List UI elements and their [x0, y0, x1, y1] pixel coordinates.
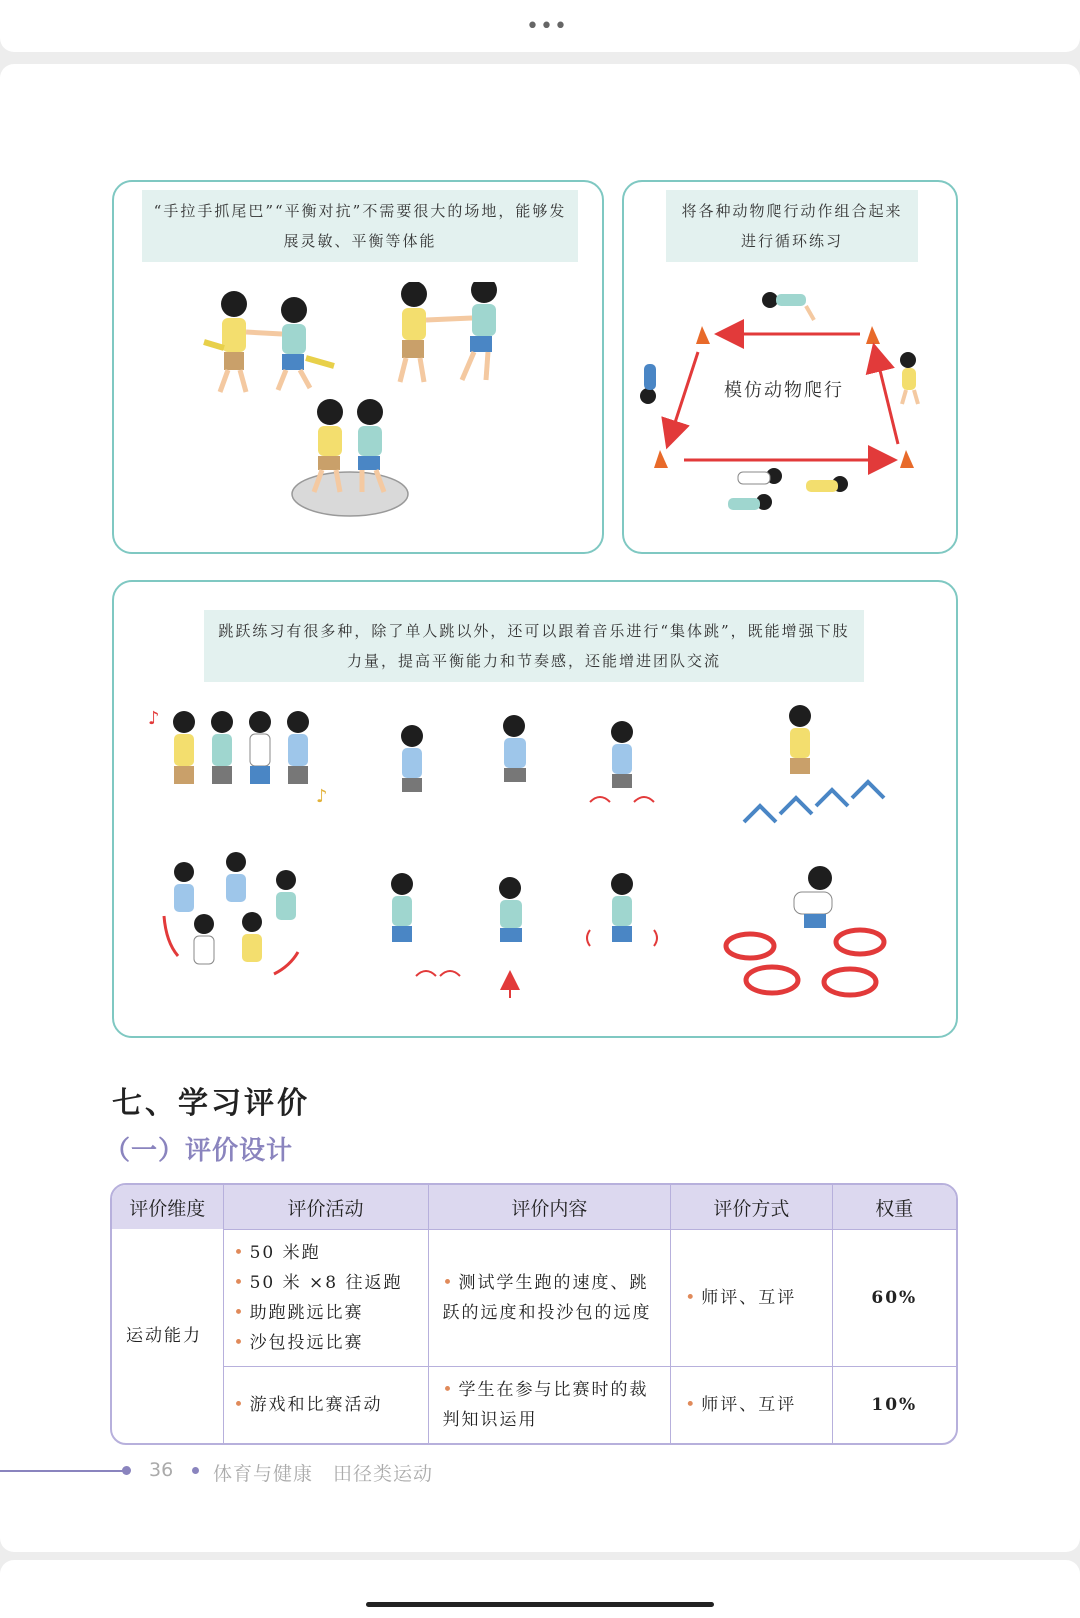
evaluation-table [110, 1183, 958, 1445]
footer-dot [192, 1467, 199, 1474]
cell-activities [224, 1366, 429, 1443]
header-method: 评价方式 [671, 1185, 832, 1229]
crawling-kid [762, 292, 814, 320]
caption-animal-crawl: 将各种动物爬行动作组合起来进行循环练习 [666, 190, 918, 262]
book-title: 体育与健康 田径类运动 [213, 1463, 434, 1485]
illustration-panel-animal-crawl [622, 180, 958, 554]
kids-group-line-jump [148, 708, 328, 807]
cone-marker [654, 450, 668, 468]
cell-dimension: 运动能力 [112, 1229, 224, 1443]
caption-jumping: 跳跃练习有很多种，除了单人跳以外，还可以跟着音乐进行“集体跳”，既能增强下肢力量，提高平衡能力和节奏感，还能增进团队交流 [204, 610, 864, 682]
list-item: • 50 米 ×8 往返跑 [233, 1273, 403, 1293]
kid-pair-push-mat [292, 399, 408, 516]
kids-circle-group [164, 852, 298, 974]
illustration-panel-jumping [112, 580, 958, 1038]
kid-squat-jump-sequence [401, 715, 654, 802]
header-activity: 评价活动 [224, 1185, 429, 1229]
illustration-panel-balance-games [112, 180, 604, 554]
page-number: 36 [149, 1459, 174, 1481]
cone-marker [866, 326, 880, 344]
cell-content: • 测试学生跑的速度、跳跃的远度和投沙包的远度 [429, 1229, 672, 1366]
caption-balance-games: “手拉手抓尾巴”“平衡对抗”不需要很大的场地，能够发展灵敏、平衡等体能 [142, 190, 578, 262]
kid-ring-hop [726, 866, 884, 995]
header-content: 评价内容 [429, 1185, 672, 1229]
crawling-kid [738, 468, 782, 484]
kid-broad-jump-sequence [391, 873, 657, 998]
crawling-kid [728, 494, 772, 510]
more-options-icon[interactable]: ••• [526, 14, 568, 39]
list-item: • 沙包投远比赛 [233, 1333, 364, 1353]
footer-rule [0, 1470, 126, 1472]
table-row [112, 1366, 956, 1443]
footer-dot [122, 1466, 131, 1475]
section-title: 七、学习评价 [112, 1086, 310, 1121]
home-indicator[interactable] [366, 1602, 714, 1607]
cell-content: • 学生在参与比赛时的裁判知识运用 [429, 1366, 672, 1443]
svg-text:♪: ♪ [316, 786, 328, 807]
cell-weight: 10% [833, 1366, 956, 1443]
list-item: • 50 米跑 [233, 1243, 321, 1263]
header-dimension: 评价维度 [112, 1185, 224, 1229]
list-item: • 助跑跳远比赛 [233, 1303, 364, 1323]
cone-marker [696, 326, 710, 344]
illustration-jumping-exercises [144, 702, 934, 1032]
section-subtitle: （一）评价设计 [104, 1136, 294, 1166]
kid-pair-balance-pull [400, 282, 497, 382]
kid-pair-tail-grab [204, 291, 334, 392]
bottom-bar [0, 1560, 1080, 1618]
crawling-kid [806, 476, 848, 492]
crawling-kid [640, 364, 656, 404]
top-bar [0, 0, 1080, 52]
crawl-center-label: 模仿动物爬行 [724, 380, 844, 401]
cell-method: • 师评、互评 [671, 1366, 832, 1443]
table-row [112, 1229, 956, 1366]
crawl-circuit-diagram [624, 278, 958, 554]
cone-marker [900, 450, 914, 468]
kid-hurdle-hop [744, 705, 884, 822]
cell-method: • 师评、互评 [671, 1229, 832, 1366]
header-weight: 权重 [833, 1185, 956, 1229]
cell-activities [224, 1229, 429, 1366]
illustration-kids-pairs [194, 282, 534, 532]
cell-weight: 60% [833, 1229, 956, 1366]
svg-text:♪: ♪ [148, 708, 160, 729]
crawling-kid [900, 352, 918, 404]
table-header-row [112, 1185, 956, 1229]
list-item: • 游戏和比赛活动 [233, 1395, 383, 1415]
